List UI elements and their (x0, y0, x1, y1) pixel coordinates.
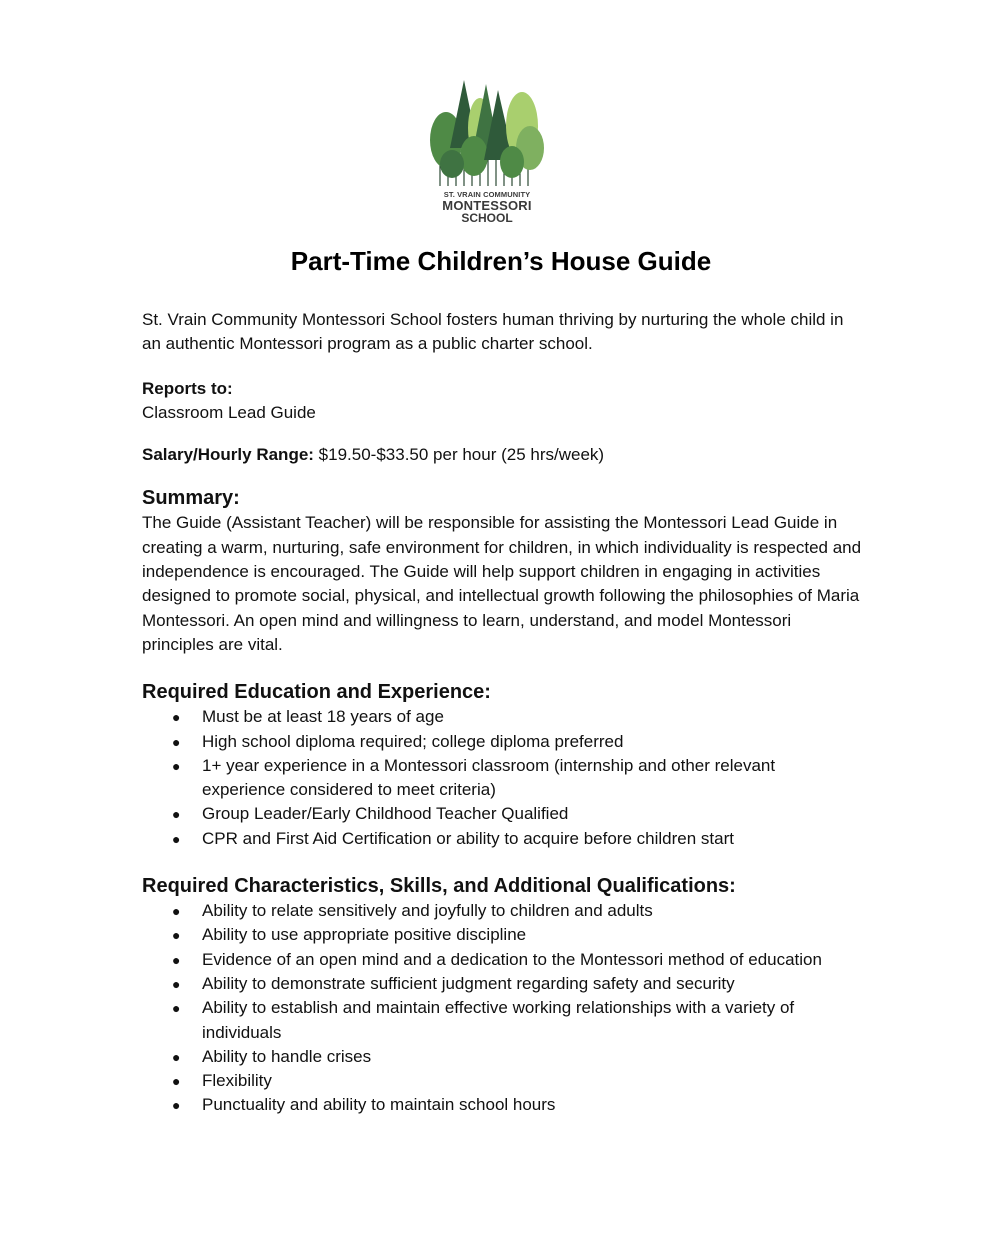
bullet-icon: ● (172, 1097, 181, 1114)
list-item: ● Must be at least 18 years of age (142, 705, 862, 729)
bullet-icon: ● (172, 830, 181, 847)
list-item: ● Ability to establish and maintain effective working relationships with a variety of individuals (172, 998, 795, 1042)
list-item: ● Flexibility (142, 1069, 862, 1093)
bullet-icon: ● (172, 1073, 181, 1090)
bullet-icon: ● (172, 951, 181, 968)
school-logo (426, 78, 548, 226)
logo-text-line1: ST. VRAIN COMMUNITY (443, 190, 531, 199)
reports-to-label: Reports to: (142, 378, 233, 398)
page-title: Part-Time Children’s House Guide (290, 246, 712, 276)
skills-heading: Required Characteristics, Skills, and Additional Qualifications: (142, 875, 736, 898)
skills-list (142, 899, 862, 1118)
bullet-icon: ● (172, 1048, 181, 1065)
salary-value: $19.50-$33.50 per hour (25 hrs/week) (313, 445, 605, 465)
trees-logo-icon (426, 78, 548, 188)
list-item: ● High school diploma required; college diploma preferred (142, 730, 862, 754)
summary-heading: Summary: (142, 487, 240, 510)
list-item: ● Ability to relate sensitively and joyfully to children and adults (142, 899, 862, 923)
education-list (142, 705, 862, 851)
intro-paragraph: St. Vrain Community Montessori School fosters human thriving by nurturing the whole child in an authentic Montessori program as a public charter school. (142, 310, 844, 354)
list-item: ● Ability to handle crises (142, 1045, 862, 1069)
salary-label: Salary/Hourly Range: (142, 445, 314, 465)
list-item: ● Evidence of an open mind and a dedication to the Montessori method of education (142, 948, 862, 972)
bullet-icon: ● (172, 903, 181, 920)
list-item: ● Punctuality and ability to maintain school hours (142, 1093, 862, 1117)
document-body (142, 308, 862, 1140)
bullet-icon: ● (172, 806, 181, 823)
list-item: ● CPR and First Aid Certification or ability to acquire before children start (142, 827, 862, 851)
education-heading: Required Education and Experience: (142, 681, 491, 704)
list-item: ● Ability to use appropriate positive discipline (142, 923, 862, 947)
bullet-icon: ● (172, 757, 181, 774)
list-item: ● Ability to demonstrate sufficient judgment regarding safety and security (142, 972, 862, 996)
bullet-icon: ● (172, 733, 181, 750)
bullet-icon: ● (172, 1000, 181, 1017)
list-item: ● Group Leader/Early Childhood Teacher Qualified (142, 802, 862, 826)
reports-to-value: Classroom Lead Guide (142, 402, 316, 422)
logo-text-line2: MONTESSORI (442, 198, 532, 213)
salary-line (142, 443, 862, 467)
logo-text-line3: SCHOOL (461, 211, 513, 225)
list-item: ● 1+ year experience in a Montessori classroom (internship and other relevant experience considered to meet criteria) (172, 755, 776, 800)
summary-paragraph: The Guide (Assistant Teacher) will be responsible for assisting the Montessori Lead Guide in creating a warm, nurturing, safe environment for children, in which individuality is respected and independence is encouraged. The Guide will help support children in engaging in activities designed to promote social, physical, and intellectual growth following the philosophies of Maria Montessori. An open mind and willingness to learn, understand, and model Montessori principles are vital. (142, 513, 862, 654)
reports-to-block (142, 377, 862, 426)
bullet-icon: ● (172, 975, 181, 992)
bullet-icon: ● (172, 927, 181, 944)
bullet-icon: ● (172, 709, 181, 726)
